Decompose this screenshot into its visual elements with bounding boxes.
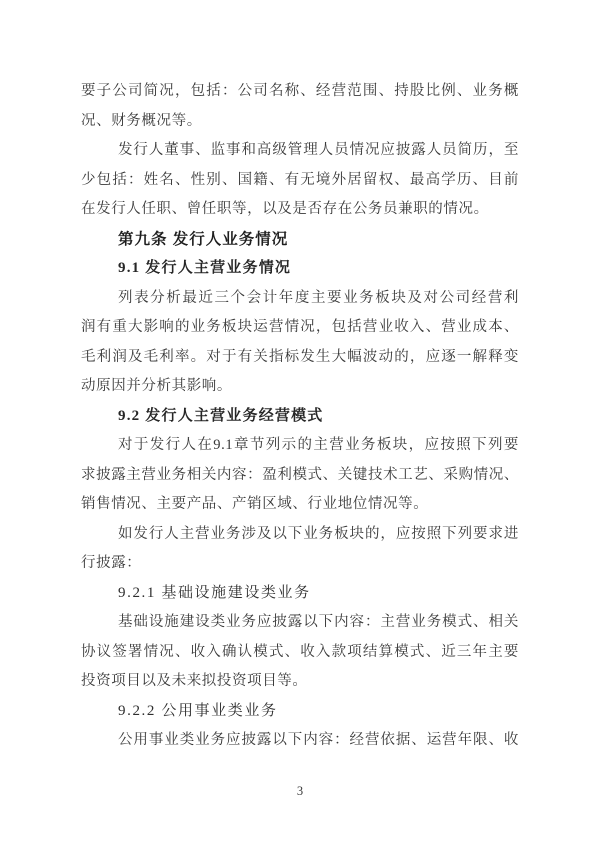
paragraph-line: 列表分析最近三个会计年度主要业务板块及对公司经营利 <box>118 289 519 306</box>
paragraph-line: 发行人董事、监事和高级管理人员情况应披露人员简历，至 <box>118 142 519 158</box>
paragraph-line: 如发行人主营业务涉及以下业务板块的，应按照下列要求进 <box>118 525 519 542</box>
section-heading-9-2: 9.2 发行人主营业务经营模式 <box>118 407 324 424</box>
document-content <box>81 77 519 756</box>
paragraph-line: 要子公司简况，包括：公司名称、经营范围、持股比例、业务概 <box>81 83 519 99</box>
paragraph-line: 协议签署情况、收入确认模式、收入款项结算模式、近三年主要 <box>81 643 519 660</box>
paragraph-line: 润有重大影响的业务板块运营情况，包括营业收入、营业成本、 <box>81 319 519 335</box>
paragraph-line: 基础设施建设类业务应披露以下内容：主营业务模式、相关 <box>118 614 519 630</box>
paragraph-line: 动原因并分析其影响。 <box>81 378 232 394</box>
paragraph-line: 投资项目以及未来拟投资项目等。 <box>81 673 308 689</box>
paragraph-line: 毛利润及毛利率。对于有关指标发生大幅波动的，应逐一解释变 <box>81 348 519 365</box>
paragraph-line: 少包括：姓名、性别、国籍、有无境外居留权、最高学历、目前 <box>81 171 519 188</box>
article-heading: 第九条 发行人业务情况 <box>118 230 289 248</box>
paragraph-line: 销售情况、主要产品、产销区域、行业地位情况等。 <box>81 496 429 512</box>
paragraph-line: 在发行人任职、曾任职等，以及是否存在公务员兼职的情况。 <box>81 201 489 217</box>
section-heading-9-2-1: 9.2.1 基础设施建设类业务 <box>118 584 311 601</box>
page-number: 3 <box>296 784 304 798</box>
section-heading-9-2-2: 9.2.2 公用事业类业务 <box>118 702 278 719</box>
section-heading-9-1: 9.1 发行人主营业务情况 <box>118 260 292 276</box>
paragraph-line: 行披露： <box>81 555 142 571</box>
paragraph-line: 求披露主营业务相关内容：盈利模式、关键技术工艺、采购情况、 <box>81 466 519 483</box>
paragraph-line: 对于发行人在9.1章节列示的主营业务板块，应按照下列要 <box>118 437 519 453</box>
paragraph-line: 公用事业类业务应披露以下内容：经营依据、运营年限、收 <box>118 732 519 748</box>
paragraph-line: 况、财务概况等。 <box>81 112 202 129</box>
